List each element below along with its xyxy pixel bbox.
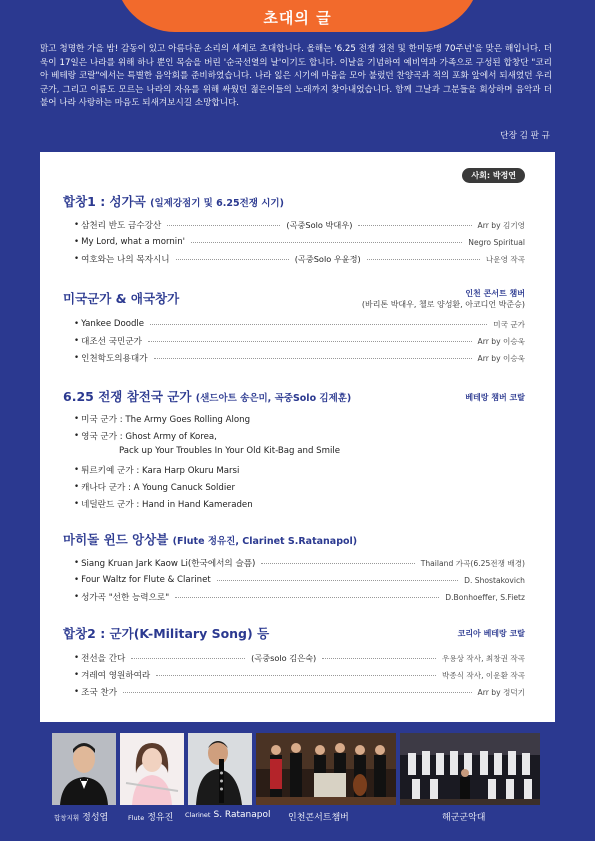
program-item: • 캐나다 군가 : A Young Canuck Soldier xyxy=(74,482,236,493)
program-item: • 겨레여 영원하여라 박종식 작사, 이운환 작곡 xyxy=(74,670,525,681)
navy-band-photo xyxy=(400,733,540,805)
item-credit: D. Shostakovich xyxy=(464,575,525,585)
item-credit: 우용상 작사, 최창권 작곡 xyxy=(442,653,526,663)
item-title: 성가곡 "선한 능력으로" xyxy=(81,593,170,603)
performer-caption xyxy=(185,810,270,820)
performer-role: 합창지휘 xyxy=(54,814,80,822)
item-title: 조국 찬가 xyxy=(81,688,118,698)
performer-role: Clarinet xyxy=(185,811,211,819)
program-item: • Yankee Doodle 미국 군가 xyxy=(74,319,525,329)
section-performer xyxy=(362,288,525,310)
program-item: • 여호와는 나의 목자시니 (곡중Solo 우윤정) 나운영 작곡 xyxy=(74,253,525,265)
item-title: 여호와는 나의 목자시니 xyxy=(81,255,170,265)
section-title xyxy=(63,289,179,307)
performer-name: 정성엽 xyxy=(82,813,109,823)
section-title-text: 합창2 : 군가(K-Military Song) 등 xyxy=(63,626,270,641)
header-tab xyxy=(115,0,480,32)
program-item: • Four Waltz for Flute & Clarinet D. Shostakovich xyxy=(74,575,525,585)
program-item: • 인천학도의용대가 Arr by 이승욱 xyxy=(74,353,525,364)
item-title: 네덜란드 군가 : Hand in Hand Kameraden xyxy=(81,500,253,510)
clarinet-photo xyxy=(188,733,252,805)
section-title xyxy=(63,624,269,642)
item-title: 겨레여 영원하여라 xyxy=(81,671,151,681)
section-title xyxy=(63,387,351,405)
program-item: • 대조선 국민군가 Arr by 이승욱 xyxy=(74,336,525,347)
item-credit: Thailand 가곡(6.25전쟁 배경) xyxy=(420,558,525,568)
item-credit: D.Bonhoeffer, S.Fietz xyxy=(445,592,525,602)
item-title: 대조선 국민군가 xyxy=(81,337,142,347)
flutist-image xyxy=(120,733,184,805)
performer-name: S. Ratanapol xyxy=(213,810,271,820)
mc-badge: 사회: 박정연 xyxy=(462,168,525,183)
performer-name: 정유진 xyxy=(147,813,174,823)
performer-photos xyxy=(52,733,542,825)
item-credit: Arr by 이승욱 xyxy=(477,353,525,363)
section-title-text: 마히돌 윈드 앙상블 xyxy=(63,532,169,547)
item-title: Yankee Doodle xyxy=(81,319,145,329)
section-performer xyxy=(458,628,525,639)
item-note: (곡중solo 김은숙) xyxy=(251,652,317,663)
section-title-text: 6.25 전쟁 참전국 군가 xyxy=(63,389,192,404)
item-note: (곡중Solo 우윤정) xyxy=(294,253,361,264)
performer-name: 인천콘서트챔버 xyxy=(288,813,349,823)
signature: 단장 김 판 규 xyxy=(500,131,550,141)
program-item: • My Lord, what a mornin' Negro Spiritual xyxy=(74,237,525,247)
performer-name: 코리아 베테랑 코랄 xyxy=(457,629,525,638)
program-item: • Siang Kruan Jark Kaow Li(한국에서의 슬픔) Thailand 가곡(6.25전쟁 배경) xyxy=(74,558,525,569)
section-performer xyxy=(465,392,525,403)
item-title: Siang Kruan Jark Kaow Li(한국에서의 슬픔) xyxy=(81,559,256,569)
performer-caption xyxy=(288,810,349,823)
section-title-text: 합창1 : 성가곡 xyxy=(63,194,146,209)
clarinetist-image xyxy=(188,733,252,805)
performer-caption xyxy=(54,810,108,823)
performer-caption xyxy=(442,810,485,823)
section-title-text: 미국군가 & 애국창가 xyxy=(63,291,180,306)
performer-role: Flute xyxy=(128,814,145,822)
item-title: 튀르키예 군가 : Kara Harp Okuru Marsi xyxy=(81,466,240,476)
program-item-continued: Pack up Your Troubles In Your Old Kit-Bag and Smile xyxy=(119,446,341,456)
program-card xyxy=(40,152,555,722)
conductor-image xyxy=(52,733,116,805)
item-credit: 박종식 작사, 이운환 작곡 xyxy=(441,670,525,680)
item-title: 인천학도의용대가 xyxy=(81,354,148,364)
performer-details: (바리톤 박대우, 첼로 양성환, 아코디언 박준승) xyxy=(361,300,525,309)
flute-photo xyxy=(120,733,184,805)
program-item: • 네덜란드 군가 : Hand in Hand Kameraden xyxy=(74,499,253,510)
conductor-photo xyxy=(52,733,116,805)
item-credit: Arr by 정덕기 xyxy=(477,687,525,697)
performer-caption xyxy=(128,810,173,823)
item-title: 미국 군가 : The Army Goes Rolling Along xyxy=(81,415,251,425)
performer-name: 해군군악대 xyxy=(442,813,486,823)
item-credit: Arr by 이승욱 xyxy=(477,336,525,346)
item-title: 영국 군가 : Ghost Army of Korea, xyxy=(81,432,217,442)
section-subtitle: (일제강점기 및 6.25전쟁 시기) xyxy=(150,198,284,209)
intro-text xyxy=(40,43,552,111)
item-title: My Lord, what a mornin' xyxy=(81,237,186,247)
performer-name: 인천 콘서트 챔버 xyxy=(465,289,525,298)
program-item: • 튀르키예 군가 : Kara Harp Okuru Marsi xyxy=(74,465,240,476)
item-credit: 미국 군가 xyxy=(493,319,525,329)
program-item: • 영국 군가 : Ghost Army of Korea, xyxy=(74,431,217,442)
program-item: • 전선을 간다 (곡중solo 김은숙) 우용상 작사, 최창권 작곡 xyxy=(74,652,526,664)
item-credit: Arr by 김기영 xyxy=(477,220,526,230)
section-subtitle: (Flute 정유진, Clarinet S.Ratanapol) xyxy=(172,536,358,547)
program-item: • 삼천리 반도 금수강산 (곡중Solo 박대우) Arr by 김기영 xyxy=(74,219,526,231)
program-item: • 성가곡 "선한 능력으로" D.Bonhoeffer, S.Fietz xyxy=(74,592,525,603)
navy-band-image xyxy=(400,733,540,805)
section-subtitle: (샌드아트 송은미, 곡중Solo 김제훈) xyxy=(195,393,352,404)
item-title: 삼천리 반도 금수강산 xyxy=(81,221,162,231)
page-title: 초대의 글 xyxy=(263,9,332,27)
performer-name: 베테랑 챔버 코랄 xyxy=(465,393,525,402)
item-note: (곡중Solo 박대우) xyxy=(286,219,353,230)
chamber-photo xyxy=(256,733,396,805)
section-title xyxy=(63,192,284,210)
item-credit: 나운영 작곡 xyxy=(485,254,525,264)
item-title: 캐나다 군가 : A Young Canuck Soldier xyxy=(81,483,236,493)
program-item: • 조국 찬가 Arr by 정덕기 xyxy=(74,687,525,698)
section-title xyxy=(63,530,357,548)
intro-paragraph: 맑고 청명한 가을 밤! 감동이 있고 아름다운 소리의 세계로 초대합니다. 올해는 '6.25 전쟁 정전 및 한미동맹 70주년'을 맞은 해입니다. 더욱이 17일은 나라를 위해 하나 뿐인 목숨을 버린 '순국선열의 날'이기도 합니다. 이날을 기념하여 예비역과 가족으로 구성된 합창단 "코리아 베테랑 코랄"에서는 특별한 음악회를 준비하였습니다. 나라 잃은 시기에 마음을 모아 불렀던 찬양곡과 적의 포화 앞에서 되새였던 우리 군가, 그리고 이름도 모르는 나라의 자유를 위해 싸웠던 젊은이들의 노래까지 찾아내었습니다. 함께 그날과 그분들을 회상하며 음악과 더불어 나라 사랑하는 마음도 되새겨보시길 소망합니다. xyxy=(40,44,552,108)
chamber-ensemble-image xyxy=(256,733,396,805)
program-item: • 미국 군가 : The Army Goes Rolling Along xyxy=(74,414,251,425)
item-credit: Negro Spiritual xyxy=(468,237,525,247)
item-title: Four Waltz for Flute & Clarinet xyxy=(81,575,211,585)
item-title: 전선을 간다 xyxy=(81,654,126,664)
